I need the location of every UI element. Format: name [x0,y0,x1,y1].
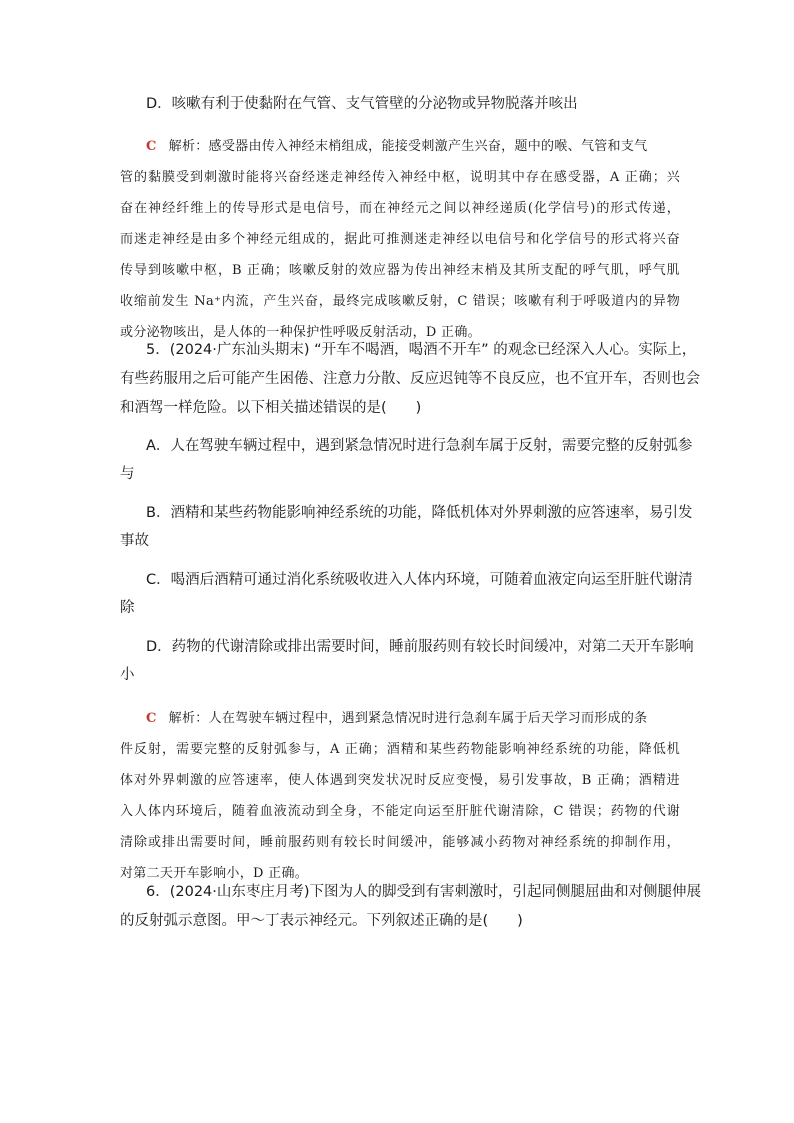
q4-answer: C [146,139,157,154]
q4-explanation [120,131,680,348]
q4-explanation-line-4: 而迷走神经是由多个神经元组成的，据此可推测迷走神经以电信号和化学信号的形式将兴奋 [120,232,680,247]
q4-explanation-line-5: 传导到咳嗽中枢，B 正确；咳嗽反射的效应器为传出神经末梢及其所支配的呼气肌，呼气肌 [120,263,680,278]
q4-explanation-line-1: C 解析：感受器由传入神经末梢组成，能接受刺激产生兴奋，题中的喉、气管和支气 [146,139,648,154]
q4-explanation-line-6: 收缩前发生 Na⁺内流，产生兴奋，最终完成咳嗽反射，C 错误；咳嗽有利于呼吸道内的异物 [120,294,680,309]
q6-stem [120,878,702,936]
q4-option-d-block [120,90,680,119]
q5-option-a: A．人在驾驶车辆过程中，遇到紧急情况时进行急刹车属于反射，需要完整的反射弧参 与 [120,438,693,482]
q5-stem-line-2: 有些药服用之后可能产生困倦、注意力分散、反应迟钝等不良反应，也不宜开车，否则也会 [120,371,700,387]
q5-explanation-line-2: 件反射，需要完整的反射弧参与，A 正确；酒精和某些药物能影响神经系统的功能，降低机 [120,742,680,757]
q6-stem-line-2: 的反射弧示意图。甲～丁表示神经元。下列叙述正确的是( ) [120,913,523,929]
q6-stem-line-1: 6．(2024·山东枣庄月考)下图为人的脚受到有害刺激时，引起同侧腿屈曲和对侧腿伸展 [146,884,702,900]
q5-answer: C [146,711,157,726]
q4-explanation-line-7: 或分泌物咳出，是人体的一种保护性呼吸反射活动，D 正确。 [120,325,481,340]
q4-explanation-line-3: 奋在神经纤维上的传导形式是电信号，而在神经元之间以神经递质(化学信号)的形式传递， [120,201,680,216]
q4-option-d: D．咳嗽有利于使黏附在气管、支气管壁的分泌物或异物脱落并咳出 [146,96,578,112]
q5-explanation-line-1: C 解析：人在驾驶车辆过程中，遇到紧急情况时进行急刹车属于后天学习而形成的条 [146,711,648,726]
q5-explanation-line-4: 入人体内环境后，随着血液流动到全身，不能定向运至肝脏代谢清除，C 错误；药物的代谢 [120,804,680,819]
q5-explanation-line-3: 体对外界刺激的应答速率，使人体遇到突发状况时反应变慢，易引发事故，B 正确；酒精进 [120,773,680,788]
q5-explanation [120,703,680,889]
q5-option-b: B．酒精和某些药物能影响神经系统的功能，降低机体对外界刺激的应答速率，易引发 事故 [120,505,693,549]
q5-explanation-line-5: 清除或排出需要时间，睡前服药则有较长时间缓冲，能够减小药物对神经系统的抑制作用， [120,835,680,850]
q5-stem [120,336,700,423]
q5-stem-line-3: 和酒驾一样危险。以下相关描述错误的是( ) [120,400,422,416]
q5-explanation-line-6: 对第二天开车影响小，D 正确。 [120,866,309,881]
q5-option-d: D．药物的代谢清除或排出需要时间，睡前服药则有较长时间缓冲，对第二天开车影响 小 [120,639,694,683]
q5-option-c: C．喝酒后酒精可通过消化系统吸收进入人体内环境，可随着血液定向运至肝脏代谢清 除 [120,572,693,616]
q5-stem-line-1: 5．(2024·广东汕头期末) “开车不喝酒，喝酒不开车” 的观念已经深入人心。实际上， [146,342,697,358]
q4-explanation-line-2: 管的黏膜受到刺激时能将兴奋经迷走神经传入神经中枢，说明其中存在感受器，A 正确；兴 [120,170,680,185]
